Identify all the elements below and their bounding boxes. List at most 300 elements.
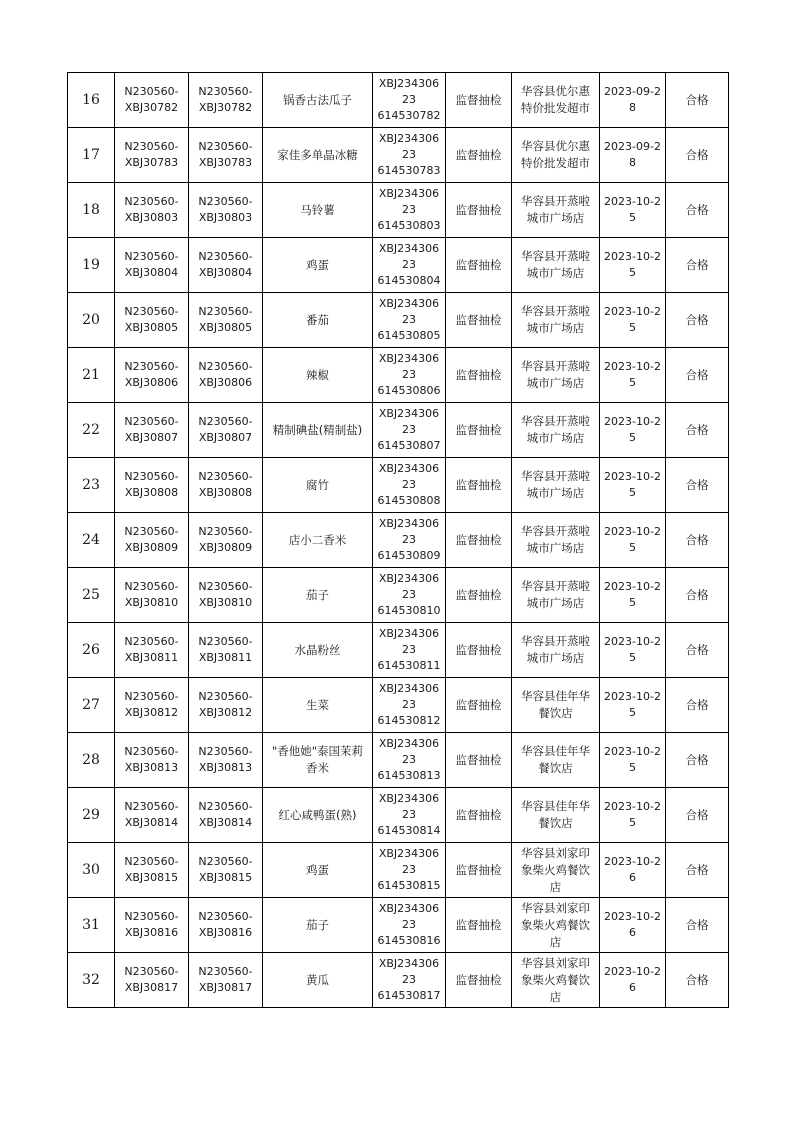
report-number-cell: [189, 348, 263, 403]
task-number-cell: [115, 843, 189, 898]
sampled-unit-line: 店: [549, 879, 562, 894]
sample-number-line: XBJ23430623: [378, 957, 440, 986]
sampling-date-cell: 2023-10-26: [600, 953, 666, 1008]
sampled-unit-cell: [512, 953, 600, 1008]
food-name-cell: [263, 568, 373, 623]
report-number-line: N230560-: [198, 195, 253, 208]
task-number-line: XBJ30814: [124, 816, 179, 829]
sampled-unit-line: 店: [549, 934, 562, 949]
sampled-unit-line: 城市广场店: [526, 431, 585, 445]
report-number-cell: [189, 128, 263, 183]
sample-number-cell: [373, 348, 446, 403]
sampled-unit-line: 店: [549, 989, 562, 1004]
sample-number-line: 614530783: [377, 164, 441, 177]
report-number-line: XBJ30782: [198, 101, 253, 114]
task-number-cell: [115, 733, 189, 788]
task-number-line: N230560-: [124, 415, 179, 428]
task-number-cell: [115, 513, 189, 568]
table-row: [68, 898, 729, 953]
report-number-line: XBJ30783: [198, 156, 253, 169]
task-number-line: N230560-: [124, 800, 179, 813]
task-number-cell: [115, 293, 189, 348]
sample-number-cell: [373, 513, 446, 568]
sampling-date-cell: 2023-10-25: [600, 678, 666, 733]
sample-number-line: 614530814: [377, 824, 441, 837]
food-name-line: 鸡蛋: [306, 257, 329, 272]
report-number-line: N230560-: [198, 85, 253, 98]
sampled-unit-line: 城市广场店: [526, 266, 585, 280]
report-number-line: XBJ30814: [198, 816, 253, 829]
sampled-unit-line: 城市广场店: [526, 321, 585, 335]
report-number-line: N230560-: [198, 140, 253, 153]
sampled-unit-line: 华容县优尔惠: [521, 139, 590, 153]
report-number-line: N230560-: [198, 965, 253, 978]
food-name-line: 鸡蛋: [306, 862, 329, 877]
task-number-cell: [115, 458, 189, 513]
task-number-cell: [115, 73, 189, 128]
inspection-type-cell: 监督抽检: [446, 788, 512, 843]
sampled-unit-cell: [512, 788, 600, 843]
sampled-unit-line: 华容县佳年华: [521, 689, 590, 703]
task-number-line: XBJ30805: [124, 321, 179, 334]
report-number-cell: [189, 953, 263, 1008]
food-name-cell: [263, 678, 373, 733]
sample-number-line: 614530803: [377, 219, 441, 232]
inspection-result-cell: 合格: [666, 843, 729, 898]
table-row: [68, 458, 729, 513]
report-number-line: XBJ30817: [198, 981, 253, 994]
sample-number-line: XBJ23430623: [378, 572, 440, 601]
sampled-unit-line: 城市广场店: [526, 376, 585, 390]
sample-number-line: 614530813: [377, 769, 441, 782]
inspection-result-cell: 合格: [666, 238, 729, 293]
table-row: [68, 183, 729, 238]
task-number-cell: [115, 348, 189, 403]
task-number-cell: [115, 238, 189, 293]
sampling-date-cell: 2023-10-25: [600, 348, 666, 403]
sampled-unit-line: 华容县开蒸啦: [521, 249, 590, 263]
inspection-result-cell: 合格: [666, 513, 729, 568]
sampled-unit-cell: [512, 513, 600, 568]
sample-number-line: 614530807: [377, 439, 441, 452]
sampled-unit-line: 象柴火鸡餐饮: [521, 917, 590, 932]
sampled-unit-cell: [512, 623, 600, 678]
sample-number-line: XBJ23430623: [378, 627, 440, 656]
sampled-unit-line: 华容县优尔惠: [521, 84, 590, 98]
food-name-line: 红心咸鸭蛋(熟): [278, 807, 357, 822]
food-name-cell: [263, 128, 373, 183]
sampled-unit-line: 华容县佳年华: [521, 799, 590, 813]
report-number-cell: [189, 238, 263, 293]
sampled-unit-line: 华容县开蒸啦: [521, 634, 590, 648]
report-number-line: N230560-: [198, 305, 253, 318]
task-number-line: XBJ30815: [124, 871, 179, 884]
report-number-line: N230560-: [198, 910, 253, 923]
food-name-cell: [263, 348, 373, 403]
inspection-result-cell: 合格: [666, 183, 729, 238]
food-name-line: "香他她"泰国茉莉: [271, 744, 364, 758]
inspection-type-cell: 监督抽检: [446, 293, 512, 348]
sampled-unit-line: 华容县开蒸啦: [521, 524, 590, 538]
report-number-cell: [189, 788, 263, 843]
food-name-cell: [263, 733, 373, 788]
report-number-cell: [189, 513, 263, 568]
sample-number-line: XBJ23430623: [378, 242, 440, 271]
sampling-date-cell: 2023-10-25: [600, 733, 666, 788]
sampled-unit-line: 特价批发超市: [521, 101, 590, 115]
report-number-cell: [189, 898, 263, 953]
inspection-type-cell: 监督抽检: [446, 128, 512, 183]
report-number-line: XBJ30815: [198, 871, 253, 884]
food-name-line: 香米: [306, 761, 329, 775]
row-index-cell: 18: [68, 183, 115, 238]
food-name-line: 番茄: [306, 312, 329, 327]
food-name-cell: [263, 458, 373, 513]
sampled-unit-cell: [512, 403, 600, 458]
row-index-cell: 23: [68, 458, 115, 513]
inspection-result-cell: 合格: [666, 348, 729, 403]
report-number-line: XBJ30806: [198, 376, 253, 389]
sampled-unit-cell: [512, 678, 600, 733]
inspection-result-cell: 合格: [666, 403, 729, 458]
inspection-result-cell: 合格: [666, 733, 729, 788]
task-number-line: XBJ30807: [124, 431, 179, 444]
food-name-cell: [263, 898, 373, 953]
sampled-unit-line: 华容县开蒸啦: [521, 359, 590, 373]
sample-number-line: 614530810: [377, 604, 441, 617]
sampled-unit-cell: [512, 73, 600, 128]
report-number-cell: [189, 293, 263, 348]
inspection-type-cell: 监督抽检: [446, 183, 512, 238]
sampled-unit-cell: [512, 458, 600, 513]
report-number-line: XBJ30812: [198, 706, 253, 719]
report-number-line: N230560-: [198, 580, 253, 593]
sampled-unit-line: 华容县开蒸啦: [521, 579, 590, 593]
table-row: [68, 733, 729, 788]
task-number-line: N230560-: [124, 305, 179, 318]
sampled-unit-line: 华容县开蒸啦: [521, 414, 590, 428]
table-row: [68, 238, 729, 293]
sample-number-cell: [373, 678, 446, 733]
sampled-unit-line: 华容县刘家印: [521, 845, 590, 860]
report-number-line: N230560-: [198, 470, 253, 483]
sampled-unit-line: 华容县佳年华: [521, 744, 590, 758]
task-number-line: XBJ30803: [124, 211, 179, 224]
task-number-cell: [115, 953, 189, 1008]
report-number-line: N230560-: [198, 855, 253, 868]
report-number-cell: [189, 843, 263, 898]
sample-number-cell: [373, 183, 446, 238]
task-number-cell: [115, 788, 189, 843]
sampling-date-cell: 2023-10-25: [600, 568, 666, 623]
sample-number-line: 614530782: [377, 109, 441, 122]
task-number-line: XBJ30810: [124, 596, 179, 609]
table-row: [68, 678, 729, 733]
task-number-line: N230560-: [124, 470, 179, 483]
task-number-line: N230560-: [124, 965, 179, 978]
sampling-date-cell: 2023-10-25: [600, 513, 666, 568]
sampled-unit-line: 华容县开蒸啦: [521, 194, 590, 208]
task-number-line: XBJ30782: [124, 101, 179, 114]
inspection-result-cell: 合格: [666, 678, 729, 733]
inspection-type-cell: 监督抽检: [446, 403, 512, 458]
sampled-unit-line: 城市广场店: [526, 486, 585, 500]
sampled-unit-line: 餐饮店: [538, 706, 573, 720]
row-index-cell: 28: [68, 733, 115, 788]
row-index-cell: 22: [68, 403, 115, 458]
sampling-date-cell: 2023-10-26: [600, 898, 666, 953]
table-row: [68, 843, 729, 898]
report-number-line: N230560-: [198, 800, 253, 813]
task-number-line: N230560-: [124, 360, 179, 373]
inspection-result-cell: 合格: [666, 898, 729, 953]
task-number-line: N230560-: [124, 195, 179, 208]
sampled-unit-cell: [512, 128, 600, 183]
inspection-type-cell: 监督抽检: [446, 678, 512, 733]
food-name-cell: [263, 843, 373, 898]
inspection-result-cell: 合格: [666, 953, 729, 1008]
inspection-result-cell: 合格: [666, 128, 729, 183]
row-index-cell: 17: [68, 128, 115, 183]
table-row: [68, 348, 729, 403]
sampled-unit-line: 华容县开蒸啦: [521, 304, 590, 318]
sample-number-line: XBJ23430623: [378, 847, 440, 876]
table-row: [68, 788, 729, 843]
inspection-type-cell: 监督抽检: [446, 348, 512, 403]
task-number-line: XBJ30783: [124, 156, 179, 169]
table-body: [68, 73, 729, 1008]
inspection-result-cell: 合格: [666, 458, 729, 513]
inspection-result-cell: 合格: [666, 73, 729, 128]
food-name-cell: [263, 183, 373, 238]
food-name-cell: [263, 73, 373, 128]
sampled-unit-line: 城市广场店: [526, 541, 585, 555]
task-number-line: N230560-: [124, 690, 179, 703]
report-number-line: XBJ30808: [198, 486, 253, 499]
sampling-date-cell: 2023-10-25: [600, 458, 666, 513]
task-number-line: XBJ30806: [124, 376, 179, 389]
food-name-line: 茄子: [306, 917, 329, 932]
sample-number-line: 614530816: [377, 934, 441, 947]
sample-number-cell: [373, 73, 446, 128]
sampled-unit-cell: [512, 183, 600, 238]
report-number-line: XBJ30810: [198, 596, 253, 609]
sample-number-cell: [373, 898, 446, 953]
food-name-line: 生菜: [306, 697, 329, 712]
report-number-line: XBJ30803: [198, 211, 253, 224]
sample-number-cell: [373, 128, 446, 183]
inspection-type-cell: 监督抽检: [446, 898, 512, 953]
task-number-cell: [115, 128, 189, 183]
sample-number-line: 614530809: [377, 549, 441, 562]
sample-number-line: XBJ23430623: [378, 682, 440, 711]
sampled-unit-line: 餐饮店: [538, 816, 573, 830]
sample-number-line: 614530812: [377, 714, 441, 727]
task-number-line: N230560-: [124, 910, 179, 923]
row-index-cell: 26: [68, 623, 115, 678]
food-name-line: 辣椒: [306, 367, 329, 382]
sampled-unit-line: 城市广场店: [526, 596, 585, 610]
inspection-result-cell: 合格: [666, 568, 729, 623]
sample-number-line: XBJ23430623: [378, 407, 440, 436]
task-number-line: N230560-: [124, 140, 179, 153]
inspection-type-cell: 监督抽检: [446, 623, 512, 678]
sampled-unit-line: 华容县刘家印: [521, 955, 590, 970]
row-index-cell: 19: [68, 238, 115, 293]
food-name-line: 店小二香米: [288, 532, 347, 547]
report-number-line: N230560-: [198, 635, 253, 648]
report-number-line: N230560-: [198, 690, 253, 703]
sample-number-line: 614530805: [377, 329, 441, 342]
row-index-cell: 29: [68, 788, 115, 843]
inspection-type-cell: 监督抽检: [446, 513, 512, 568]
food-name-line: 马铃薯: [300, 202, 335, 217]
table-row: [68, 568, 729, 623]
report-number-line: N230560-: [198, 525, 253, 538]
task-number-line: XBJ30809: [124, 541, 179, 554]
task-number-cell: [115, 183, 189, 238]
task-number-line: N230560-: [124, 635, 179, 648]
task-number-line: XBJ30804: [124, 266, 179, 279]
sampling-date-cell: 2023-09-28: [600, 73, 666, 128]
sample-number-line: 614530808: [377, 494, 441, 507]
food-name-line: 茄子: [306, 587, 329, 602]
report-number-line: XBJ30804: [198, 266, 253, 279]
sampled-unit-cell: [512, 293, 600, 348]
report-number-line: N230560-: [198, 745, 253, 758]
sample-number-line: XBJ23430623: [378, 352, 440, 381]
row-index-cell: 24: [68, 513, 115, 568]
food-name-cell: [263, 403, 373, 458]
report-number-line: N230560-: [198, 360, 253, 373]
sample-number-line: 614530806: [377, 384, 441, 397]
sample-number-line: XBJ23430623: [378, 132, 440, 161]
inspection-type-cell: 监督抽检: [446, 568, 512, 623]
report-number-cell: [189, 733, 263, 788]
sampling-date-cell: 2023-10-25: [600, 238, 666, 293]
report-number-line: XBJ30816: [198, 926, 253, 939]
inspection-type-cell: 监督抽检: [446, 238, 512, 293]
inspection-type-cell: 监督抽检: [446, 733, 512, 788]
task-number-cell: [115, 898, 189, 953]
food-name-line: 锅香古法瓜子: [283, 92, 352, 107]
sampled-unit-line: 特价批发超市: [521, 156, 590, 170]
sample-number-cell: [373, 953, 446, 1008]
inspection-result-cell: 合格: [666, 293, 729, 348]
sampling-date-cell: 2023-10-25: [600, 183, 666, 238]
sample-number-line: XBJ23430623: [378, 297, 440, 326]
sampling-date-cell: 2023-10-25: [600, 623, 666, 678]
food-name-line: 黄瓜: [306, 972, 329, 987]
table-row: [68, 403, 729, 458]
row-index-cell: 27: [68, 678, 115, 733]
food-name-cell: [263, 788, 373, 843]
row-index-cell: 25: [68, 568, 115, 623]
sample-number-line: 614530811: [377, 659, 441, 672]
sample-number-cell: [373, 568, 446, 623]
sampled-unit-line: 象柴火鸡餐饮: [521, 972, 590, 987]
task-number-line: XBJ30808: [124, 486, 179, 499]
sampled-unit-cell: [512, 843, 600, 898]
sample-number-cell: [373, 293, 446, 348]
sampled-unit-cell: [512, 238, 600, 293]
report-number-cell: [189, 403, 263, 458]
sample-number-line: XBJ23430623: [378, 187, 440, 216]
sample-number-cell: [373, 403, 446, 458]
food-name-line: 精制碘盐(精制盐): [272, 422, 363, 437]
inspection-records-table: [67, 72, 729, 1008]
row-index-cell: 20: [68, 293, 115, 348]
report-number-line: N230560-: [198, 415, 253, 428]
sampling-date-cell: 2023-10-25: [600, 403, 666, 458]
report-number-line: XBJ30811: [198, 651, 253, 664]
report-number-line: XBJ30809: [198, 541, 253, 554]
task-number-line: N230560-: [124, 525, 179, 538]
report-number-cell: [189, 678, 263, 733]
report-number-line: XBJ30813: [198, 761, 253, 774]
food-name-line: 水晶粉丝: [294, 642, 341, 657]
food-name-cell: [263, 293, 373, 348]
sampled-unit-line: 城市广场店: [526, 211, 585, 225]
sampled-unit-cell: [512, 568, 600, 623]
sampled-unit-cell: [512, 733, 600, 788]
sample-number-line: XBJ23430623: [378, 902, 440, 931]
food-name-cell: [263, 513, 373, 568]
table-row: [68, 73, 729, 128]
table-row: [68, 513, 729, 568]
sample-number-line: XBJ23430623: [378, 77, 440, 106]
report-number-cell: [189, 458, 263, 513]
sample-number-cell: [373, 788, 446, 843]
report-number-cell: [189, 183, 263, 238]
sampling-date-cell: 2023-10-26: [600, 843, 666, 898]
report-number-line: N230560-: [198, 250, 253, 263]
sampled-unit-cell: [512, 348, 600, 403]
table-row: [68, 128, 729, 183]
task-number-line: XBJ30817: [124, 981, 179, 994]
task-number-line: N230560-: [124, 580, 179, 593]
sample-number-line: XBJ23430623: [378, 517, 440, 546]
sample-number-cell: [373, 843, 446, 898]
task-number-cell: [115, 568, 189, 623]
sampled-unit-cell: [512, 898, 600, 953]
sample-number-line: XBJ23430623: [378, 462, 440, 491]
sample-number-line: XBJ23430623: [378, 792, 440, 821]
task-number-cell: [115, 403, 189, 458]
inspection-type-cell: 监督抽检: [446, 458, 512, 513]
task-number-line: XBJ30812: [124, 706, 179, 719]
inspection-result-cell: 合格: [666, 623, 729, 678]
sample-number-line: 614530815: [377, 879, 441, 892]
row-index-cell: 32: [68, 953, 115, 1008]
sampling-date-cell: 2023-10-25: [600, 293, 666, 348]
food-name-cell: [263, 953, 373, 1008]
task-number-cell: [115, 678, 189, 733]
task-number-line: XBJ30813: [124, 761, 179, 774]
row-index-cell: 21: [68, 348, 115, 403]
row-index-cell: 16: [68, 73, 115, 128]
report-number-cell: [189, 568, 263, 623]
table-row: [68, 293, 729, 348]
sampled-unit-line: 象柴火鸡餐饮: [521, 862, 590, 877]
sampled-unit-line: 城市广场店: [526, 651, 585, 665]
inspection-type-cell: 监督抽检: [446, 843, 512, 898]
inspection-result-cell: 合格: [666, 788, 729, 843]
food-name-cell: [263, 238, 373, 293]
table-row: [68, 953, 729, 1008]
sampled-unit-line: 华容县刘家印: [521, 900, 590, 915]
sampling-date-cell: 2023-10-25: [600, 788, 666, 843]
